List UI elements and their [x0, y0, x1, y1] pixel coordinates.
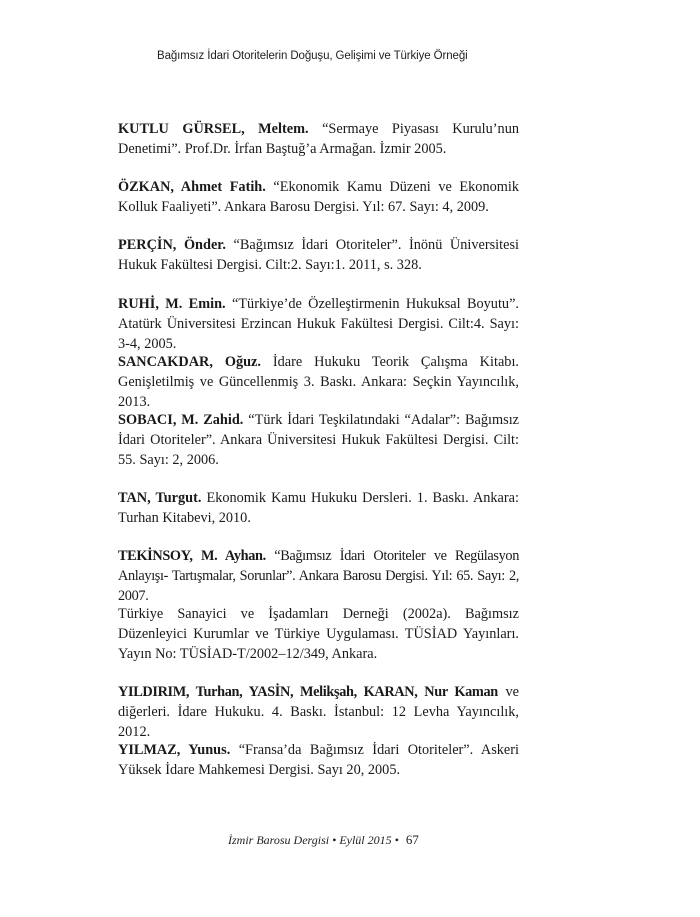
running-header: Bağımsız İdari Otoritelerin Doğuşu, Gelişimi ve Türkiye Örneği — [157, 50, 468, 62]
reference-author: TAN, Turgut. — [118, 490, 202, 506]
reference-author: ÖZKAN, Ahmet Fatih. — [118, 179, 266, 195]
reference-text: “Türk İdari Teşkilatındaki “Adalar”: Bağımsız İdari Otoriteler”. Ankara Üniversitesi Hukuk Fakültesi Dergisi. Cilt: 55. Sayı: 2, 2006. — [118, 412, 520, 468]
reference-entry — [118, 177, 519, 217]
reference-text: “Sermaye Piyasası Kurulu’nun Denetimi”. Prof.Dr. İrfan Baştuğ’a Armağan. İzmir 2005. — [118, 121, 519, 157]
reference-entry — [118, 546, 519, 606]
reference-author: RUHİ, M. Emin. — [118, 296, 226, 312]
reference-entry — [118, 352, 519, 412]
reference-author: KUTLU GÜRSEL, Meltem. — [118, 121, 309, 137]
reference-entry — [118, 682, 519, 742]
reference-author: TEKİNSOY, M. Ayhan. — [118, 548, 266, 564]
reference-author: PERÇİN, Önder. — [118, 237, 226, 253]
reference-text: “Ekonomik Kamu Düzeni ve Ekonomik Kolluk Faaliyeti”. Ankara Barosu Dergisi. Yıl: 67. Sayı: 4, 2009. — [118, 179, 519, 215]
reference-text: “Fransa’da Bağımsız İdari Otoriteler”. Askeri Yüksek İdare Mahkemesi Dergisi. Sayı 20, 2005. — [118, 742, 519, 778]
reference-text: İdare Hukuku Teorik Çalışma Kitabı. Genişletilmiş ve Güncellenmiş 3. Baskı. Ankara: Seçkin Yayıncılık, 2013. — [118, 354, 519, 410]
page-footer — [228, 832, 419, 848]
reference-entry — [118, 294, 519, 354]
reference-author: SOBACI, M. Zahid. — [118, 412, 244, 428]
reference-text: Ekonomik Kamu Hukuku Dersleri. 1. Baskı. Ankara: Turhan Kitabevi, 2010. — [118, 490, 519, 526]
reference-author: SANCAKDAR, Oğuz. — [118, 354, 261, 370]
reference-entry — [118, 119, 519, 159]
reference-text: ve diğerleri. İdare Hukuku. 4. Baskı. İstanbul: 12 Levha Yayıncılık, 2012. — [118, 684, 519, 740]
page-number: 67 — [405, 832, 419, 847]
reference-text: “Bağımsız İdari Otoriteler ve Regülasyon Anlayışı- Tartışmalar, Sorunlar”. Ankara Barosu Dergisi. Yıl: 65. Sayı: 2, 2007. — [118, 548, 519, 604]
reference-text: Türkiye Sanayici ve İşadamları Derneği (2002a). Bağımsız Düzenleyici Kurumlar ve Türkiye Uygulaması. TÜSİAD Yayınları. Yayın No: TÜSİAD-T/2002–12/349, Ankara. — [118, 606, 519, 662]
reference-author: YILMAZ, Yunus. — [118, 742, 231, 758]
reference-author: YILDIRIM, Turhan, YASİN, Melikşah, KARAN, Nur Kaman — [118, 684, 498, 700]
reference-text: “Türkiye’de Özelleştirmenin Hukuksal Boyutu”. Atatürk Üniversitesi Erzincan Hukuk Fakültesi Dergisi. Cilt:4. Sayı: 3-4, 2005. — [118, 296, 519, 352]
reference-text: “Bağımsız İdari Otoriteler”. İnönü Üniversitesi Hukuk Fakültesi Dergisi. Cilt:2. Sayı:1. 2011, s. 328. — [118, 237, 519, 273]
reference-entry — [118, 488, 519, 528]
reference-entry — [118, 235, 519, 275]
reference-entry — [118, 604, 519, 664]
reference-entry — [118, 410, 519, 470]
footer-journal: İzmir Barosu Dergisi • Eylül 2015 • — [228, 833, 399, 847]
reference-entry — [118, 740, 519, 780]
